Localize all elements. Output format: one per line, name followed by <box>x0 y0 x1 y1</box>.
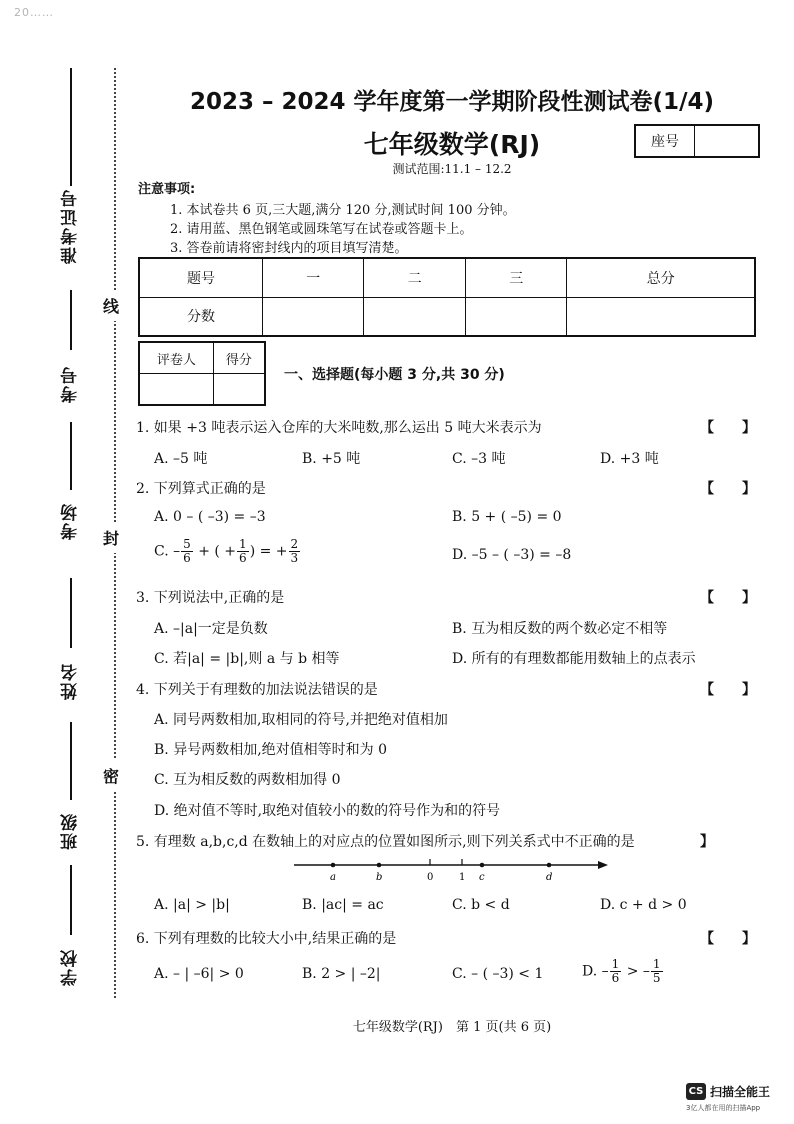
score-table-row <box>139 297 755 336</box>
bracket-open: 【 <box>700 420 714 436</box>
seal-char-seal: 封 <box>103 522 119 553</box>
binding-label-school: 学校 <box>61 948 81 986</box>
seal-char-close: 密 <box>103 760 119 791</box>
score-header-cell: 三 <box>465 258 566 297</box>
score-header-cell: 总分 <box>567 258 755 297</box>
label-1: 1 <box>459 872 466 883</box>
grader-cell[interactable] <box>139 374 213 406</box>
seal-char-line: 线 <box>103 290 119 321</box>
point-c <box>480 863 485 868</box>
fraction-denominator: 6 <box>183 551 191 565</box>
seat-number-box <box>634 124 760 158</box>
answer-bracket[interactable] <box>700 928 756 948</box>
question-3-stem: 3. 下列说法中,正确的是 <box>136 590 285 606</box>
question-2-option-d: D. –5 – ( –3) = –8 <box>452 547 572 563</box>
bracket-open: 【 <box>700 481 714 497</box>
score-header-cell: 一 <box>263 258 364 297</box>
question-5-stem: 5. 有理数 a,b,c,d 在数轴上的对应点的位置如图所示,则下列关系式中不正确的是 <box>136 834 635 850</box>
score-cell[interactable] <box>364 297 465 336</box>
question-1-option-b: B. +5 吨 <box>302 451 361 467</box>
point-b <box>377 863 382 868</box>
question-4-option-a: A. 同号两数相加,取相同的符号,并把绝对值相加 <box>154 712 448 728</box>
q2c-prefix: C. – <box>154 543 181 560</box>
seat-number-field[interactable] <box>695 126 758 156</box>
label-d: d <box>546 872 553 883</box>
answer-bracket[interactable] <box>700 679 756 699</box>
fraction <box>181 538 193 565</box>
question-6-option-d <box>582 958 664 985</box>
exam-title: 2023 – 2024 学年度第一学期阶段性测试卷(1/4) <box>190 89 714 115</box>
score-header-cell: 二 <box>364 258 465 297</box>
fraction-denominator: 6 <box>239 551 247 565</box>
label-b: b <box>376 872 383 883</box>
question-4-stem: 4. 下列关于有理数的加法说法错误的是 <box>136 682 378 698</box>
question-2-option-b: B. 5 + ( –5) = 0 <box>452 509 562 525</box>
question-3-option-c: C. 若|a| = |b|,则 a 与 b 相等 <box>154 651 340 667</box>
question-1-option-d: D. +3 吨 <box>600 451 659 467</box>
answer-bracket[interactable] <box>700 417 756 437</box>
bracket-open: 【 <box>700 590 714 606</box>
question-1-stem: 1. 如果 +3 吨表示运入仓库的大米吨数,那么运出 5 吨大米表示为 <box>136 420 542 436</box>
question-6-option-b: B. 2 > | –2| <box>302 966 381 982</box>
question-2-option-a: A. 0 – ( –3) = –3 <box>154 509 266 525</box>
binding-label-exam-number: 考号 <box>61 365 81 403</box>
watermark-app-name: 扫描全能王 <box>710 1085 771 1099</box>
bracket-close: 】 <box>700 834 714 850</box>
bracket-close: 】 <box>742 481 756 497</box>
grader-cell[interactable] <box>213 374 265 406</box>
question-5-option-a: A. |a| > |b| <box>154 897 230 913</box>
fraction-numerator: 1 <box>652 957 661 971</box>
number-line <box>292 856 612 884</box>
bracket-close: 】 <box>742 420 756 436</box>
answer-bracket <box>700 831 716 851</box>
question-4-option-b: B. 异号两数相加,绝对值相等时和为 0 <box>154 742 387 758</box>
notice-item: 2. 请用蓝、黑色钢笔或圆珠笔写在试卷或答题卡上。 <box>170 222 473 237</box>
binding-label-name: 姓名 <box>61 662 81 700</box>
fraction-denominator: 6 <box>611 971 620 985</box>
binding-label-exam-room: 考场 <box>61 502 81 540</box>
label-0: 0 <box>427 872 434 883</box>
camscanner-logo-icon: CS <box>686 1083 706 1100</box>
fraction <box>237 538 249 565</box>
question-6-option-c: C. – ( –3) < 1 <box>452 966 544 982</box>
seat-label: 座号 <box>636 126 695 156</box>
score-cell[interactable] <box>567 297 755 336</box>
score-table-header-row <box>139 258 755 297</box>
question-4-option-c: C. 互为相反数的两数相加得 0 <box>154 772 341 788</box>
question-1-option-a: A. –5 吨 <box>154 451 208 467</box>
blank-line-school <box>70 865 72 935</box>
blank-line-exam-room <box>70 422 72 490</box>
exam-subtitle: 七年级数学(RJ) <box>363 130 541 159</box>
axis-arrow <box>598 861 608 869</box>
point-d <box>547 863 552 868</box>
grader-header: 得分 <box>213 342 265 374</box>
fraction <box>651 958 663 985</box>
score-row-label: 分数 <box>139 297 263 336</box>
page-footer: 七年级数学(RJ) 第 1 页(共 6 页) <box>352 1020 552 1035</box>
question-5-option-c: C. b < d <box>452 897 510 913</box>
answer-bracket[interactable] <box>700 587 756 607</box>
label-a: a <box>330 872 336 883</box>
point-a <box>331 863 336 868</box>
q6d-middle: > – <box>626 963 650 980</box>
grader-table <box>138 341 266 406</box>
fraction-denominator: 3 <box>290 551 299 565</box>
corner-mark: 20…… <box>14 6 54 19</box>
fraction <box>289 538 301 565</box>
label-c: c <box>479 872 485 883</box>
question-2-stem: 2. 下列算式正确的是 <box>136 481 266 497</box>
blank-line-name <box>70 578 72 648</box>
q2c-middle: + ( + <box>198 543 237 560</box>
blank-line-exam-number <box>70 290 72 350</box>
score-header-cell: 题号 <box>139 258 263 297</box>
question-6-option-a: A. – | –6| > 0 <box>154 966 244 982</box>
fraction-numerator: 1 <box>611 957 620 971</box>
bracket-open: 【 <box>700 682 714 698</box>
bracket-open: 【 <box>700 931 714 947</box>
fraction-numerator: 1 <box>239 537 247 551</box>
question-1-option-c: C. –3 吨 <box>452 451 506 467</box>
question-2-option-c <box>154 538 301 565</box>
question-5-option-d: D. c + d > 0 <box>600 897 687 913</box>
score-cell[interactable] <box>465 297 566 336</box>
notice-title: 注意事项: <box>138 182 196 197</box>
fraction <box>610 958 622 985</box>
notice-item: 1. 本试卷共 6 页,三大题,满分 120 分,测试时间 100 分钟。 <box>170 203 516 218</box>
blank-line-admission <box>70 68 72 186</box>
question-3-option-d: D. 所有的有理数都能用数轴上的点表示 <box>452 651 696 667</box>
fraction-denominator: 5 <box>652 971 661 985</box>
q6d-prefix: D. – <box>582 963 609 980</box>
question-5-option-b: B. |ac| = ac <box>302 897 384 913</box>
score-table <box>138 257 756 337</box>
fraction-numerator: 5 <box>183 537 191 551</box>
binding-label-admission-number: 准考证号 <box>61 188 81 264</box>
question-3-option-a: A. –|a|一定是负数 <box>154 621 268 637</box>
watermark-tagline: 3亿人都在用的扫描App <box>686 1104 761 1112</box>
binding-label-class: 班级 <box>61 812 81 850</box>
question-6-stem: 6. 下列有理数的比较大小中,结果正确的是 <box>136 931 397 947</box>
score-cell[interactable] <box>263 297 364 336</box>
bracket-close: 】 <box>742 682 756 698</box>
q2c-end: ) = + <box>249 543 288 560</box>
section-title: 一、选择题(每小题 3 分,共 30 分) <box>284 367 505 383</box>
question-4-option-d: D. 绝对值不等时,取绝对值较小的数的符号作为和的符号 <box>154 803 501 819</box>
question-3-option-b: B. 互为相反数的两个数必定不相等 <box>452 621 668 637</box>
test-range: 测试范围:11.1 – 12.2 <box>392 162 512 176</box>
grader-header: 评卷人 <box>139 342 213 374</box>
bracket-close: 】 <box>742 590 756 606</box>
notice-item: 3. 答卷前请将密封线内的项目填写清楚。 <box>170 241 408 256</box>
fraction-numerator: 2 <box>290 537 299 551</box>
bracket-close: 】 <box>742 931 756 947</box>
answer-bracket[interactable] <box>700 478 756 498</box>
blank-line-class <box>70 722 72 800</box>
